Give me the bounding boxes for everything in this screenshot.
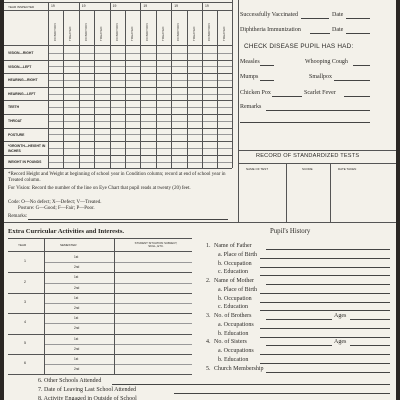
activity-year: 5: [24, 340, 26, 345]
activity-semester: 1st: [74, 357, 79, 361]
activity-row-rule: [44, 323, 192, 324]
history-line: [260, 267, 390, 268]
physical-row-label: POSTURE: [8, 132, 25, 137]
smallpox-label: Smallpox: [309, 74, 333, 80]
activity-row-rule: [44, 303, 192, 304]
history-label: a. Occupations: [218, 348, 254, 354]
activities-header-bottom: [8, 251, 192, 252]
history-line: [266, 319, 332, 320]
scarlet-line: [344, 96, 370, 97]
physical-row-rule: [4, 155, 232, 156]
diphtheria-line: [310, 33, 330, 34]
history-number: 1.: [206, 243, 211, 249]
history-title: Pupil's History: [270, 228, 311, 235]
disease-remarks-label: Remarks: [240, 104, 262, 110]
physical-row-label: TEETH: [8, 105, 20, 110]
bottom-item: 8. Activity Engaged in Outside of School: [38, 396, 137, 400]
physical-row-rule: [4, 60, 232, 61]
activity-row-rule: [8, 334, 192, 335]
activity-semester: 2nd: [74, 367, 80, 372]
activities-header-top: [8, 238, 192, 239]
bottom-item: 6. Other Schools Attended: [38, 378, 102, 384]
vaccinated-label: Successfully Vaccinated: [240, 12, 299, 18]
history-ages: Ages: [334, 339, 347, 346]
activity-semester: 1st: [74, 275, 79, 280]
history-label: b. Education: [218, 330, 249, 337]
vaccinated-date: Date: [332, 12, 344, 18]
subheader-rule: [4, 45, 232, 46]
activity-semester: 2nd: [74, 346, 80, 351]
vaccinated-line: [301, 18, 329, 19]
history-label: No. of Brothers: [214, 313, 252, 319]
physical-row-label: HEARING—LEFT: [8, 91, 36, 96]
remarks-line: [28, 219, 228, 220]
treated-header: TREATED: [191, 26, 196, 41]
activity-row-rule: [44, 344, 192, 345]
diphtheria-date: Date: [332, 27, 344, 33]
activities-col-semester: SEMESTER: [60, 243, 77, 247]
mumps-line: [260, 80, 274, 81]
physical-row-rule: [4, 128, 232, 129]
history-label: b. Education: [218, 356, 249, 363]
condition-header: CONDITION: [53, 23, 57, 41]
mumps-label: Mumps: [240, 74, 259, 80]
table-top-rule: [4, 2, 232, 3]
measles-label: Measles: [240, 59, 260, 65]
history-line: [260, 328, 390, 329]
history-number: 5.: [206, 365, 211, 372]
treated-header: TREATED: [99, 26, 104, 41]
activity-semester: 2nd: [74, 306, 80, 310]
year-inspected-label: YEAR INSPECTED: [8, 5, 35, 9]
code-note: Code: O—No defect; X—Defect; V—Treated.: [8, 200, 102, 205]
whooping-line: [353, 65, 370, 66]
tests-top-rule: [238, 150, 396, 151]
physical-row-rule: [4, 87, 232, 88]
history-ages-line: [350, 319, 390, 320]
tests-title: RECORD OF STANDARDIZED TESTS: [256, 153, 360, 159]
physical-row-label: VISION—RIGHT: [8, 51, 34, 55]
activity-row-rule: [8, 354, 192, 355]
bottom-item: 7. Date of Leaving Last School Attended: [38, 387, 137, 393]
physical-row-rule: [4, 141, 232, 142]
column-line: [202, 2, 203, 168]
history-line: [260, 354, 390, 355]
tests-divider-1: [286, 163, 287, 222]
column-line: [79, 2, 80, 168]
physical-row-rule: [4, 73, 232, 74]
history-line: [260, 337, 390, 338]
condition-header: CONDITION: [114, 23, 119, 41]
activity-row-rule: [8, 374, 192, 375]
history-line: [260, 275, 390, 276]
history-label: b. Occupation: [218, 295, 252, 302]
physical-row-rule: [4, 100, 232, 101]
right-column-divider: [238, 0, 239, 222]
physical-row-label: VISION—LEFT: [8, 64, 32, 69]
activity-year: 2: [24, 279, 26, 284]
history-label: Name of Father: [214, 243, 252, 249]
bottom-line: [112, 384, 390, 385]
disease-remarks-line-2: [240, 122, 370, 123]
activity-semester: 1st: [74, 295, 79, 300]
column-line: [94, 10, 95, 168]
activity-row-rule: [8, 272, 192, 273]
activities-divider-2: [114, 238, 115, 374]
history-ages: Ages: [334, 313, 347, 319]
history-line: [260, 293, 390, 294]
year-suffix: 19: [81, 4, 86, 8]
history-label: c. Education: [218, 269, 248, 276]
physical-row-label: HEARING—RIGHT: [8, 78, 38, 83]
activity-semester: 1st: [74, 316, 79, 321]
activities-col-situation: STUDENT SITUATION SUBJECT, SKILL, ETC.: [134, 241, 178, 249]
chicken-pox-line: [272, 96, 302, 97]
history-label: a. Occupations: [218, 321, 254, 328]
tests-title-rule: [238, 163, 396, 164]
year-suffix: 19: [112, 4, 117, 8]
condition-header: CONDITION: [145, 23, 150, 41]
smallpox-line: [334, 80, 370, 81]
activity-semester: 2nd: [74, 285, 80, 290]
activity-row-rule: [8, 293, 192, 294]
tests-col-name: NAME OF TEST: [246, 167, 269, 171]
diphtheria-label: Diphtheria Immunization: [240, 27, 301, 33]
year-suffix: 19: [174, 4, 178, 8]
physical-row-rule: [4, 168, 232, 169]
condition-header: CONDITION: [207, 23, 211, 41]
activities-divider-1: [44, 238, 45, 374]
history-label: a. Place of Birth: [218, 286, 257, 293]
treated-header: TREATED: [222, 26, 227, 41]
condition-header: CONDITION: [176, 23, 181, 41]
activity-semester: 1st: [74, 336, 79, 341]
activity-year: 3: [24, 300, 26, 304]
history-label: Church Membership: [214, 365, 264, 372]
chicken-pox-label: Chicken Pox: [240, 90, 271, 96]
activities-col-year: YEAR: [18, 243, 27, 247]
history-label: No. of Sisters: [214, 339, 247, 346]
measles-line: [260, 65, 274, 66]
physical-row-label: WEIGHT IN POUNDS: [8, 159, 42, 164]
physical-row-label: THROAT: [8, 119, 22, 123]
tests-divider-2: [330, 163, 331, 222]
history-line: [260, 310, 390, 311]
vaccinated-date-line: [346, 18, 370, 19]
treated-header: TREATED: [130, 26, 134, 41]
activities-title: Extra Curricular Activities and Interests.: [8, 228, 125, 235]
column-line: [125, 10, 126, 168]
scarlet-label: Scarlet Fever: [304, 90, 336, 96]
disease-remarks-line: [266, 110, 370, 111]
posture-note: Posture: G—Good; F—Fair; P—Poor.: [18, 206, 95, 211]
bottom-line: [174, 393, 390, 394]
activity-semester: 2nd: [74, 265, 80, 270]
column-line: [48, 2, 49, 168]
remarks-note: Remarks:: [8, 214, 28, 219]
section-divider: [4, 222, 396, 223]
year-suffix: 19: [143, 4, 148, 8]
activity-year: 6: [24, 361, 26, 366]
activity-row-rule: [8, 313, 192, 314]
height-weight-note: *Record Height and Weight at beginning of school year in Condition column; record at end of school year in Treated column.: [8, 172, 226, 183]
column-line: [217, 10, 218, 168]
history-label: a. Place of Birth: [218, 251, 257, 258]
history-line: [266, 249, 390, 250]
treated-header: TREATED: [68, 26, 73, 41]
column-line: [63, 10, 64, 168]
history-number: 2.: [206, 278, 211, 284]
physical-row-rule: [4, 114, 232, 115]
activity-row-rule: [44, 262, 192, 263]
disease-title: CHECK DISEASE PUPIL HAS HAD:: [244, 43, 354, 50]
history-line: [260, 258, 390, 259]
diphtheria-date-line: [346, 33, 370, 34]
history-line: [260, 363, 390, 364]
activity-row-rule: [44, 283, 192, 284]
column-line: [140, 2, 141, 168]
history-number: 4.: [206, 339, 211, 346]
tests-col-score: SCORE: [302, 167, 313, 171]
vision-note: For Vision: Record the number of the line on Eye Chart that pupil reads at twenty (20) feet.: [8, 186, 191, 191]
activity-year: 4: [24, 320, 26, 325]
activity-semester: 1st: [74, 255, 79, 259]
history-line: [266, 345, 332, 346]
tests-col-date: DATE TAKEN: [338, 167, 357, 171]
history-line: [266, 372, 390, 373]
table-right-border: [232, 0, 233, 168]
year-rule: [4, 10, 232, 11]
activity-year: 1: [24, 259, 26, 264]
condition-header: CONDITION: [83, 23, 88, 41]
history-label: Name of Mother: [214, 278, 254, 284]
history-ages-line: [350, 345, 390, 346]
year-suffix: 19: [51, 4, 55, 8]
column-line: [187, 10, 188, 168]
year-suffix: 19: [205, 4, 209, 8]
history-label: c. Education: [218, 304, 248, 311]
treated-header: TREATED: [160, 26, 165, 41]
column-line: [156, 10, 157, 168]
whooping-label: Whooping Cough: [305, 59, 348, 65]
history-line: [260, 302, 390, 303]
history-label: b. Occupation: [218, 260, 252, 267]
record-card-page: [4, 0, 396, 400]
column-line: [171, 2, 172, 168]
column-line: [110, 2, 111, 168]
physical-row-label: *GROWTH—HEIGHT IN INCHES: [8, 144, 46, 153]
history-number: 3.: [206, 313, 211, 319]
history-line: [266, 284, 390, 285]
activity-semester: 2nd: [74, 326, 80, 331]
activity-row-rule: [44, 364, 192, 365]
